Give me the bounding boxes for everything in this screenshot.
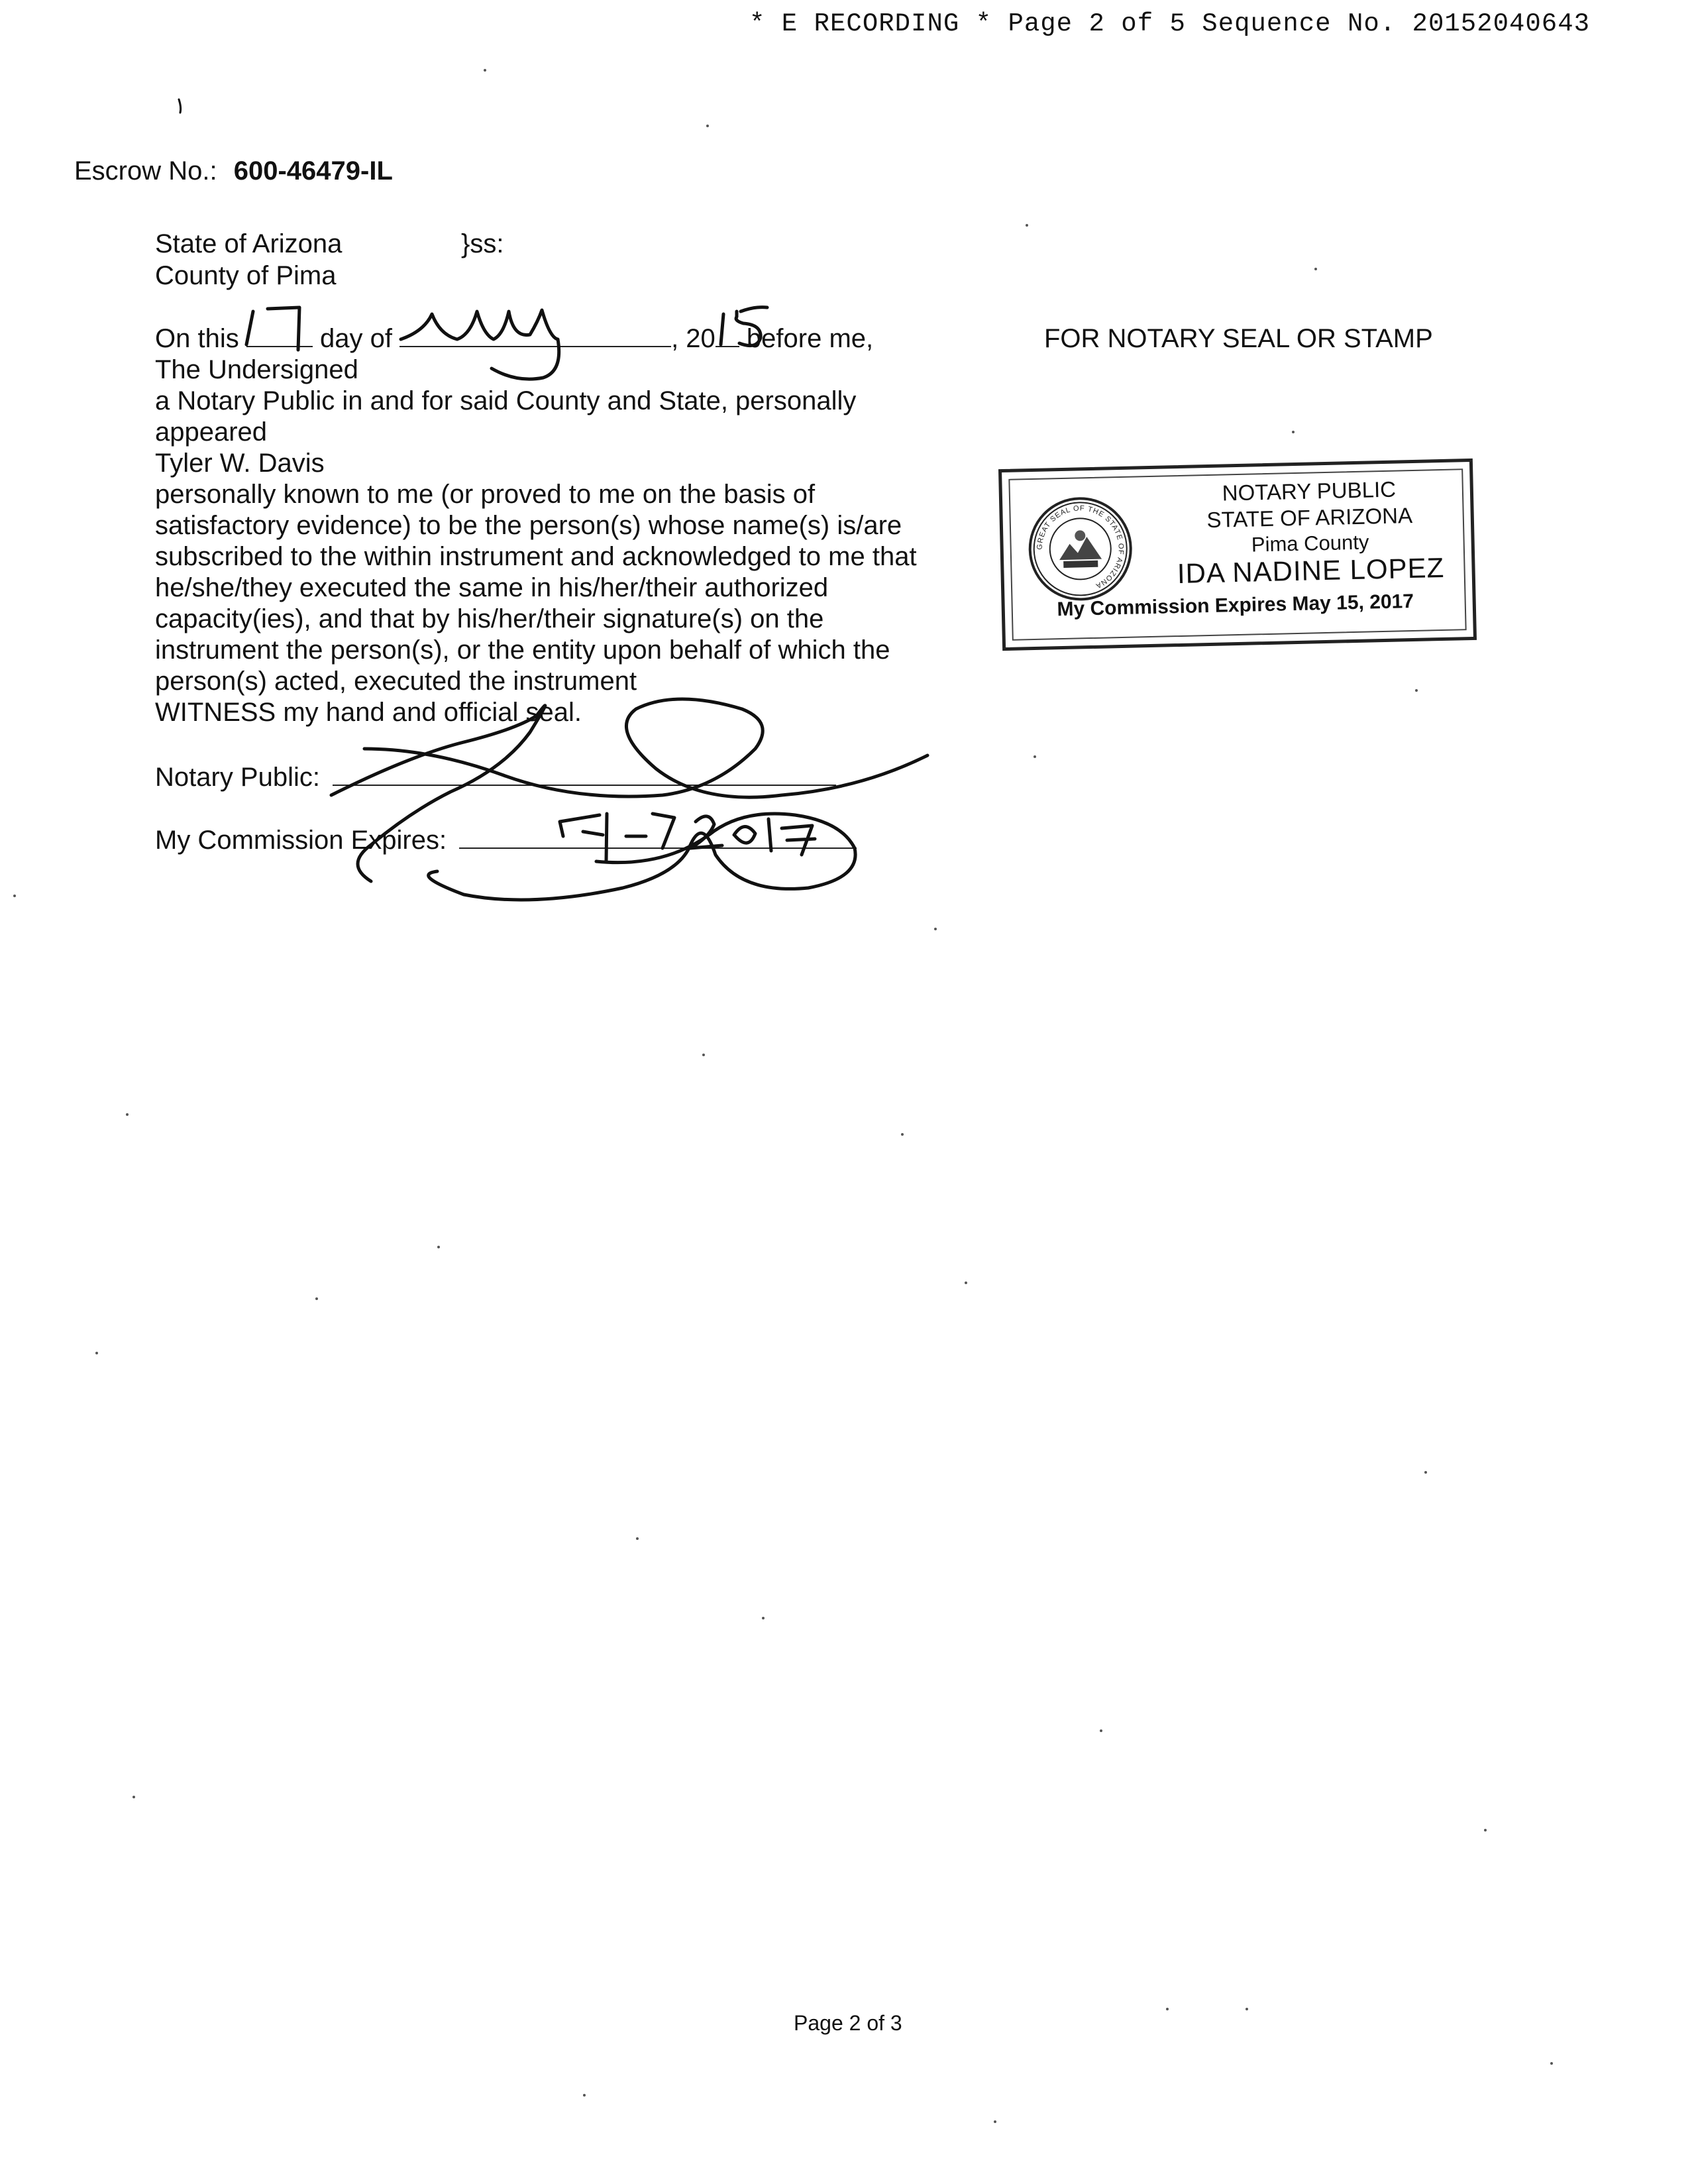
scan-speck: [583, 2094, 586, 2097]
scan-speck: [437, 1246, 440, 1248]
scan-speck: [994, 2120, 996, 2123]
scan-speck: [1424, 1471, 1427, 1474]
ack-line-6: personally known to me (or proved to me on the basis of: [155, 480, 816, 509]
scan-speck: [1292, 431, 1295, 433]
notary-stamp: [998, 459, 1477, 651]
notary-public-label: Notary Public:: [155, 763, 320, 792]
scan-speck: [126, 1113, 129, 1116]
scan-speck: [1034, 755, 1036, 758]
commission-label: My Commission Expires:: [155, 826, 447, 855]
notary-signature-blank: [333, 785, 836, 786]
stray-mark: [179, 99, 181, 113]
ack-line-11: instrument the person(s), or the entity upon behalf of which the: [155, 635, 890, 665]
day-blank: [246, 346, 313, 347]
year-prefix: , 20: [671, 324, 716, 353]
commission-line: [155, 825, 857, 856]
escrow-number: 600-46479-IL: [233, 156, 393, 186]
scan-speck: [702, 1054, 705, 1056]
scan-speck: [95, 1352, 98, 1354]
year-blank: [716, 346, 739, 347]
scan-speck: [901, 1133, 904, 1136]
scan-speck: [636, 1537, 639, 1540]
day-of-label: day of: [319, 324, 392, 353]
scan-speck: [132, 1796, 135, 1798]
scan-speck: [965, 1282, 967, 1284]
ack-line-10: capacity(ies), and that by his/her/their signature(s) on the: [155, 604, 824, 633]
scan-speck: [934, 928, 937, 930]
ack-line-8: subscribed to the within instrument and acknowledged to me that: [155, 542, 917, 571]
ack-line-7: satisfactory evidence) to be the person(s) whose name(s) is/are: [155, 511, 902, 540]
venue-state: State of Arizona: [155, 229, 343, 258]
scan-speck: [1415, 689, 1418, 692]
ack-line-9: he/she/they executed the same in his/her/their authorized: [155, 573, 829, 602]
escrow-label: Escrow No.:: [74, 156, 217, 186]
witness-line: WITNESS my hand and official seal.: [155, 698, 582, 727]
svg-text:GREAT SEAL OF THE STATE OF ARI: GREAT SEAL OF THE STATE OF ARIZONA: [1035, 504, 1125, 590]
stamp-line-2: STATE OF ARIZONA: [1206, 503, 1413, 533]
arizona-seal-icon: [1026, 495, 1135, 604]
scan-speck: [1166, 2008, 1169, 2010]
before-me-label: before me,: [746, 324, 874, 353]
scan-speck: [762, 1617, 765, 1619]
stamp-expiration: My Commission Expires May 15, 2017: [1057, 590, 1414, 621]
notary-public-line: [155, 762, 836, 793]
scan-speck: [1314, 268, 1317, 270]
seal-area-label: FOR NOTARY SEAL OR STAMP: [1044, 324, 1433, 353]
notary-signature-handwriting: [331, 699, 928, 900]
scan-speck: [706, 125, 709, 127]
scan-speck: [1100, 1729, 1102, 1732]
notary-role: The Undersigned: [155, 355, 358, 384]
stamp-notary-name: IDA NADINE LOPEZ: [1177, 551, 1445, 590]
escrow-line: [74, 156, 393, 187]
scan-speck: [1026, 224, 1028, 227]
scan-speck: [13, 895, 16, 897]
scan-speck: [315, 1297, 318, 1300]
venue-ss: }ss:: [461, 229, 504, 258]
scan-speck: [1550, 2062, 1553, 2065]
stamp-line-3: Pima County: [1251, 530, 1369, 557]
signer-name: Tyler W. Davis: [155, 449, 325, 478]
page-number-footer: Page 2 of 3: [794, 2011, 902, 2035]
scan-speck: [1246, 2008, 1248, 2010]
ack-line-1: [155, 323, 873, 355]
venue-county: County of Pima: [155, 261, 337, 290]
on-this-label: On this: [155, 324, 239, 353]
scan-speck: [1484, 1829, 1487, 1831]
month-blank: [399, 346, 671, 347]
ack-line-12: person(s) acted, executed the instrument: [155, 667, 637, 696]
scan-speck: [484, 69, 486, 72]
ack-line-4: appeared: [155, 417, 268, 447]
commission-blank: [459, 847, 857, 849]
stamp-line-1: NOTARY PUBLIC: [1222, 476, 1397, 506]
ack-line-3: a Notary Public in and for said County and State, personally: [155, 386, 857, 415]
recording-header: * E RECORDING * Page 2 of 5 Sequence No. 20152040643: [749, 9, 1590, 38]
